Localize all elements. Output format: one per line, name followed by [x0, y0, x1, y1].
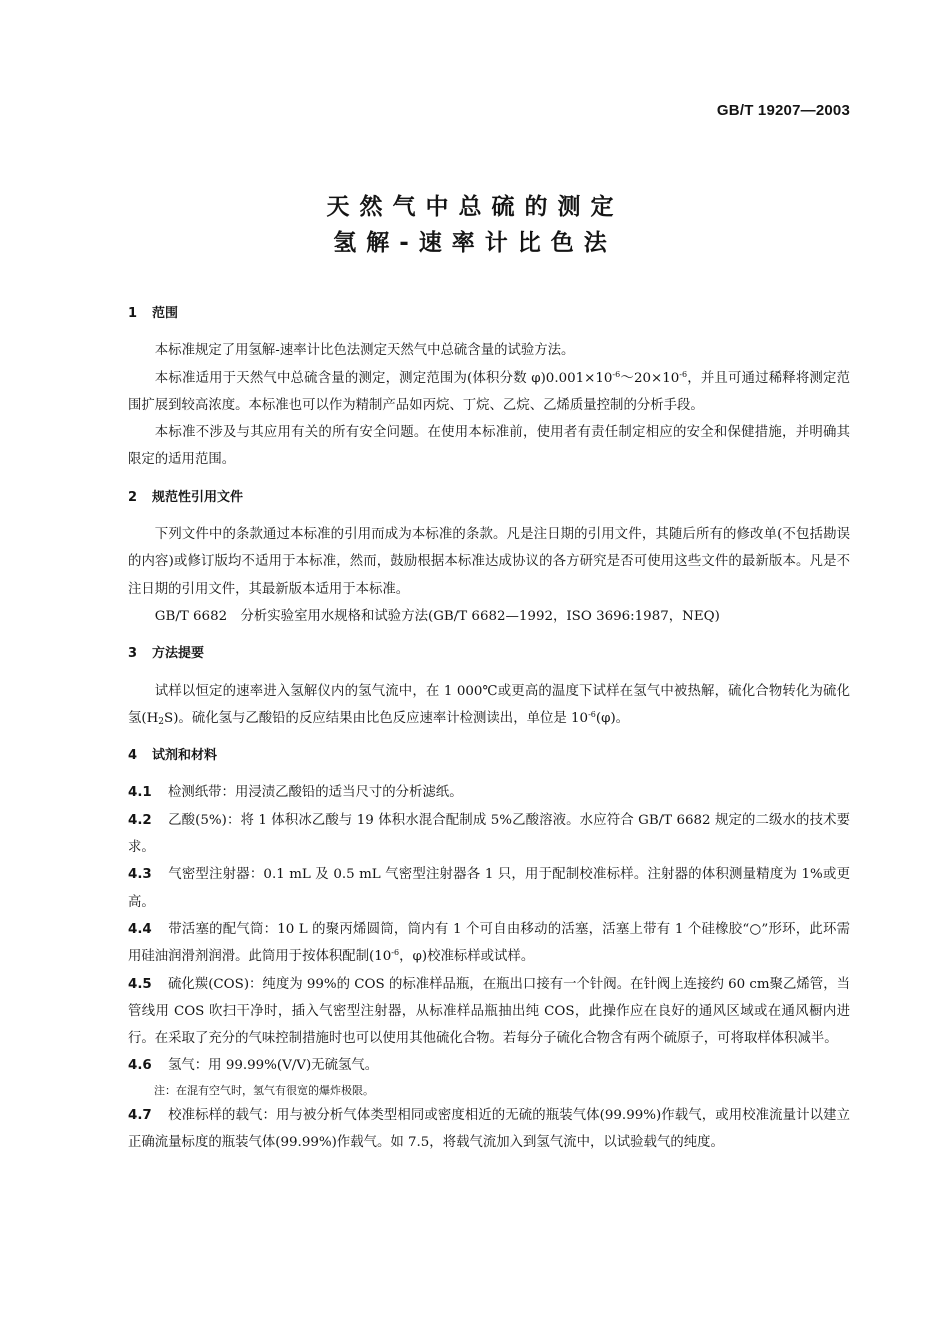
- clause-number: 4.4: [128, 921, 152, 937]
- clause-text: 气密型注射器：0.1 mL 及 0.5 mL 气密型注射器各 1 只，用于配制校准标样。注射器的体积测量精度为 1%或更高。: [128, 867, 850, 910]
- subscript: 2: [158, 716, 165, 727]
- document-title-line2: 氢解-速率计比色法: [333, 230, 617, 256]
- clause-number: 4.2: [128, 812, 152, 828]
- paragraph: [128, 678, 850, 733]
- superscript: -6: [588, 709, 596, 719]
- clause-number: 4.6: [128, 1058, 152, 1074]
- document-body: [128, 300, 850, 1156]
- clause-text: ，φ)校准标样或试样。: [399, 949, 535, 965]
- text: S)。硫化氢与乙酸铅的反应结果由比色反应速率计检测读出，单位是 10: [164, 710, 589, 726]
- standard-code: GB/T 19207—2003: [716, 102, 850, 119]
- superscript: -6: [391, 948, 400, 958]
- section-title: 规范性引用文件: [152, 489, 244, 505]
- paragraph: [128, 365, 850, 420]
- section-heading-normative-references: [128, 484, 850, 511]
- section-heading-method-summary: [128, 640, 850, 667]
- clause-4-1: [128, 779, 850, 806]
- note: 注：在混有空气时，氢气有很宽的爆炸极限。: [154, 1083, 374, 1097]
- section-heading-reagents: [128, 742, 850, 769]
- paragraph: 下列文件中的条款通过本标准的引用而成为本标准的条款。凡是注日期的引用文件，其随后所有的修改单(不包括勘误的内容)或修订版均不适用于本标准，然而，鼓励根据本标准达成协议的各方研究是否可使用这些文件的最新版本。凡是不注日期的引用文件，其最新版本适用于本标准。: [128, 527, 850, 597]
- clause-number: 4.3: [128, 867, 152, 883]
- section-number: 2: [128, 489, 138, 505]
- clause-text: 硫化羰(COS)：纯度为 99%的 COS 的标准样品瓶，在瓶出口接有一个针阀。在针阀上连接约 60 cm聚乙烯管，当管线用 COS 吹扫干净时，插入气密型注射器，从标准样品瓶抽出纯 COS，此操作应在良好的通风区域或在通风橱内进行。在采取了充分的气味控制措施时也可以使用其他硫化合物。若每分子硫化合物含有两个硫原子，可将取样体积减半。: [128, 976, 850, 1047]
- paragraph: 本标准规定了用氢解-速率计比色法测定天然气中总硫含量的试验方法。: [154, 343, 575, 359]
- section-number: 1: [128, 306, 138, 321]
- section-heading-scope: [128, 300, 850, 327]
- superscript: -6: [612, 369, 621, 379]
- section-number: 4: [128, 748, 138, 764]
- superscript: -6: [679, 369, 688, 379]
- text: ～20×10: [620, 370, 680, 386]
- clause-text: 氢气：用 99.99%(V/V)无硫氢气。: [168, 1058, 379, 1074]
- clause-number: 4.7: [128, 1107, 152, 1123]
- section-title: 范围: [152, 306, 179, 321]
- clause-4-7: [128, 1102, 850, 1157]
- reference-entry: GB/T 6682 分析实验室用水规格和试验方法(GB/T 6682—1992，ISO 3696:1987，NEQ): [154, 608, 720, 624]
- text: 试样以恒定的速率进入氢解仪内的氢气流中，在 1 000℃或更高的温度下试样在氢气中被热解，硫化合物转化为硫化氢(H: [128, 683, 850, 726]
- clause-text: 带活塞的配气筒：10 L 的聚丙烯圆筒，筒内有 1 个可自由移动的活塞，活塞上带有 1 个硅橡胶“○”形环，此环需用硅油润滑剂润滑。此筒用于按体积配制(10: [128, 921, 850, 965]
- clause-number: 4.5: [128, 976, 152, 992]
- text: (φ)。: [595, 710, 630, 726]
- paragraph: 本标准不涉及与其应用有关的所有安全问题。在使用本标准前，使用者有责任制定相应的安全和保健措施，并明确其限定的适用范围。: [128, 425, 850, 468]
- text: 本标准适用于天然气中总硫含量的测定，测定范围为(体积分数 φ)0.001×10: [154, 370, 613, 386]
- document-title-line1: 天然气中总硫的测定: [326, 194, 624, 220]
- clause-4-6: [128, 1052, 850, 1079]
- section-number: 3: [128, 646, 138, 662]
- section-title: 方法提要: [152, 646, 205, 662]
- clause-4-2: [128, 807, 850, 862]
- clause-text: 检测纸带：用浸渍乙酸铅的适当尺寸的分析滤纸。: [168, 785, 463, 801]
- clause-4-5: [128, 971, 850, 1053]
- clause-number: 4.1: [128, 785, 152, 801]
- section-title: 试剂和材料: [152, 748, 218, 764]
- clause-4-3: [128, 861, 850, 916]
- text: ，并且可通过稀释将测定范围扩展到较高浓度。本标准也可以作为精制产品如丙烷、丁烷、乙烷、乙烯质量控制的分析手段。: [128, 370, 850, 413]
- clause-4-4: [128, 916, 850, 971]
- clause-text: 校准标样的载气：用与被分析气体类型相同或密度相近的无硫的瓶装气体(99.99%)作载气，或用校准流量计以建立正确流量标度的瓶装气体(99.99%)作载气。如 7.5，将载气流加入到氢气流中，以试验载气的纯度。: [128, 1107, 850, 1151]
- clause-text: 乙酸(5%)：将 1 体积冰乙酸与 19 体积水混合配制成 5%乙酸溶液。水应符合 GB/T 6682 规定的二级水的技术要求。: [128, 812, 850, 856]
